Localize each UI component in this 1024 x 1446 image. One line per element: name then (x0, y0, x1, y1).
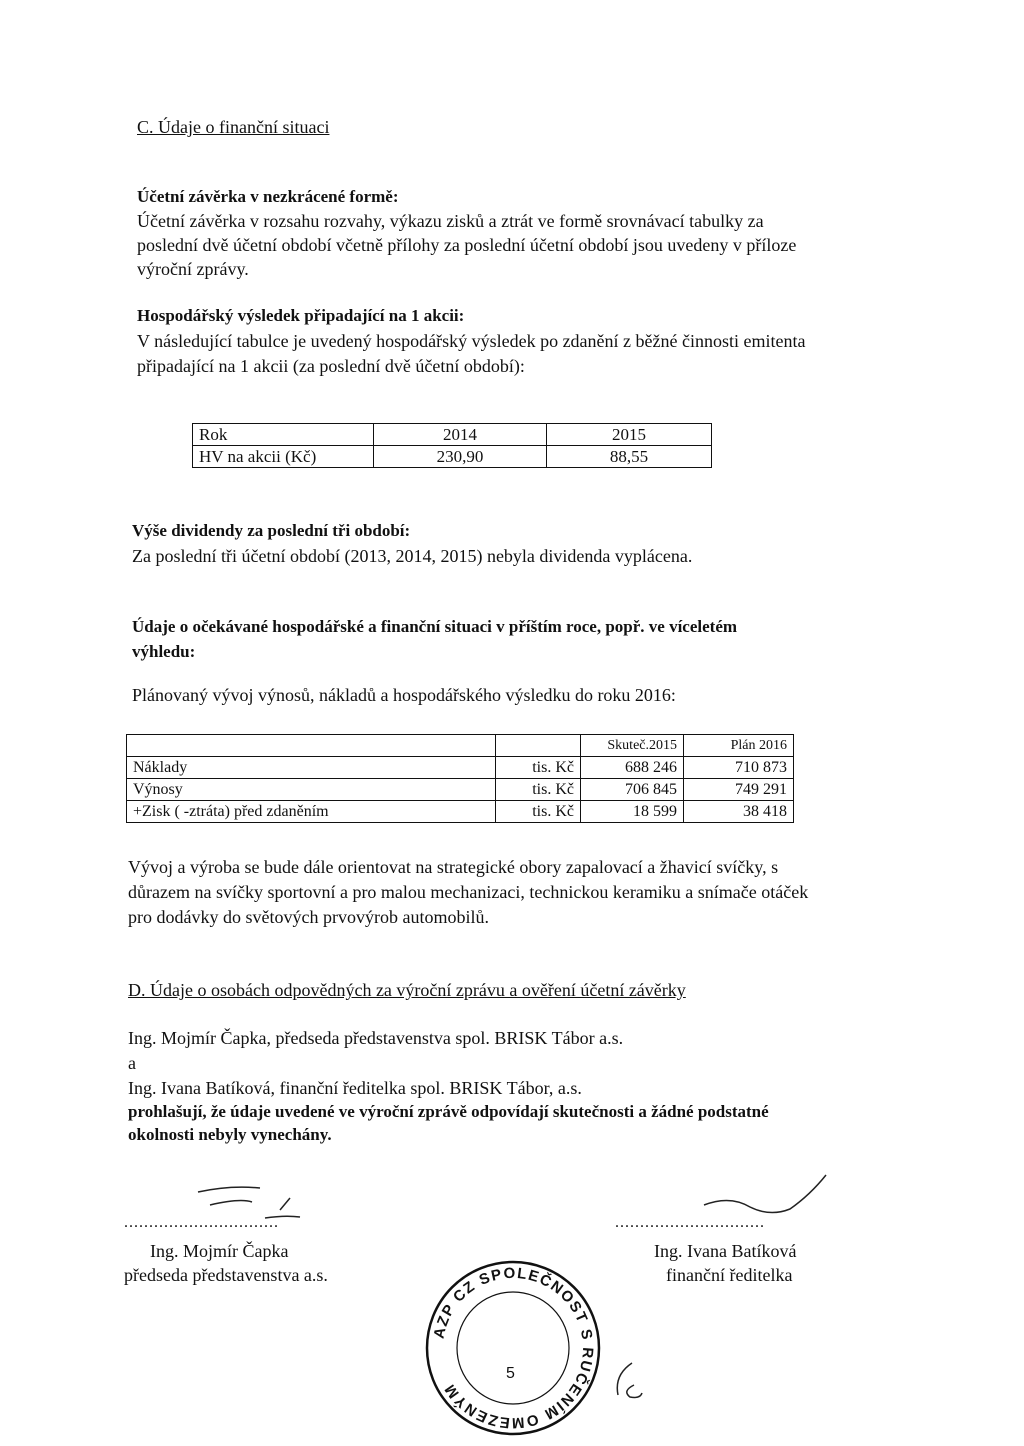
p1-line-2: poslední dvě účetní období včetně přílohy za poslední účetní období jsou uvedeny v příloze (137, 235, 797, 255)
table-cell (496, 735, 581, 757)
table-cell: 2015 (547, 424, 712, 446)
table-cell: tis. Kč (496, 801, 581, 823)
table-cell: 710 873 (684, 757, 794, 779)
p1-line-3: výroční zprávy. (137, 259, 249, 279)
table-cell: 688 246 (581, 757, 684, 779)
p3-line: Za poslední tři účetní období (2013, 2014, 2015) nebyla dividenda vyplácena. (132, 546, 693, 566)
d-line-2: a (128, 1053, 136, 1073)
table-cell: Plán 2016 (684, 735, 794, 757)
p4-intro: Plánovaný vývoj výnosů, nákladů a hospodářského výsledku do roku 2016: (132, 685, 676, 705)
table-cell: Rok (193, 424, 374, 446)
p5-line-1: Vývoj a výroba se bude dále orientovat na strategické obory zapalovací a žhavicí svíčky, s (128, 857, 779, 877)
company-stamp (418, 1258, 608, 1438)
p3-heading: Výše dividendy za poslední tři období: (132, 521, 411, 540)
p1-line-1: Účetní závěrka v rozsahu rozvahy, výkazu zisků a ztrát ve formě srovnávací tabulky za (137, 211, 764, 231)
table-row (127, 779, 794, 801)
stamp-number: 5 (506, 1365, 515, 1382)
p5-line-2: důrazem na svíčky sportovní a pro malou mechanizaci, technickou keramiku a snímače otáček (128, 882, 809, 902)
plan-table (126, 734, 794, 823)
signature-right-dots: .............................. (615, 1214, 765, 1231)
svg-text:AZP CZ SPOLEČNOST S RUČENÍM OM (431, 1265, 597, 1431)
signature-left-dots: ............................... (124, 1214, 279, 1231)
d-line-3: Ing. Ivana Batíková, finanční ředitelka spol. BRISK Tábor, a.s. (128, 1078, 582, 1098)
table-row (127, 735, 794, 757)
table-row (193, 446, 712, 468)
d-bold-line-2: okolnosti nebyly vynechány. (128, 1125, 332, 1144)
table-cell: tis. Kč (496, 779, 581, 801)
signature-right-name: Ing. Ivana Batíková (654, 1241, 797, 1261)
section-c-title: C. Údaje o finanční situaci (137, 117, 330, 137)
p4-heading-1: Údaje o očekávané hospodářské a finanční situaci v příštím roce, popř. ve víceletém (132, 617, 738, 636)
table-cell: 38 418 (684, 801, 794, 823)
table-row (193, 424, 712, 446)
table-cell: 88,55 (547, 446, 712, 468)
table-cell: HV na akcii (Kč) (193, 446, 374, 468)
signature-left-role: předseda představenstva a.s. (124, 1265, 328, 1285)
p2-line-1: V následující tabulce je uvedený hospodářský výsledek po zdanění z běžné činnosti emitenta (137, 331, 806, 351)
table-cell: 706 845 (581, 779, 684, 801)
p1-heading: Účetní závěrka v nezkrácené formě: (137, 187, 399, 206)
signature-right-role: finanční ředitelka (666, 1265, 793, 1285)
table-row (127, 801, 794, 823)
p4-heading-2: výhledu: (132, 642, 196, 661)
d-line-1: Ing. Mojmír Čapka, předseda představenstva spol. BRISK Tábor a.s. (128, 1028, 624, 1048)
table-cell: Náklady (127, 757, 496, 779)
p2-line-2: připadající na 1 akcii (za poslední dvě účetní období): (137, 356, 525, 376)
table-cell: Výnosy (127, 779, 496, 801)
section-d-title: D. Údaje o osobách odpovědných za výroční zprávu a ověření účetní závěrky (128, 980, 686, 1000)
table-row (127, 757, 794, 779)
table-cell: +Zisk ( -ztráta) před zdaněním (127, 801, 496, 823)
signature-left-name: Ing. Mojmír Čapka (150, 1241, 289, 1261)
p2-heading: Hospodářský výsledek připadající na 1 akcii: (137, 306, 465, 325)
signature-initials (612, 1355, 652, 1405)
table-cell (127, 735, 496, 757)
table-cell: 749 291 (684, 779, 794, 801)
table-cell: 2014 (374, 424, 547, 446)
p5-line-3: pro dodávky do světových prvovýrob automobilů. (128, 907, 489, 927)
table-cell: Skuteč.2015 (581, 735, 684, 757)
table-cell: 230,90 (374, 446, 547, 468)
d-bold-line-1: prohlašují, že údaje uvedené ve výroční zprávě odpovídají skutečnosti a žádné podstatné (128, 1102, 769, 1121)
eps-table (192, 423, 712, 468)
table-cell: tis. Kč (496, 757, 581, 779)
stamp-text: AZP CZ SPOLEČNOST S RUČENÍM OMEZENÝM (430, 1264, 597, 1432)
table-cell: 18 599 (581, 801, 684, 823)
